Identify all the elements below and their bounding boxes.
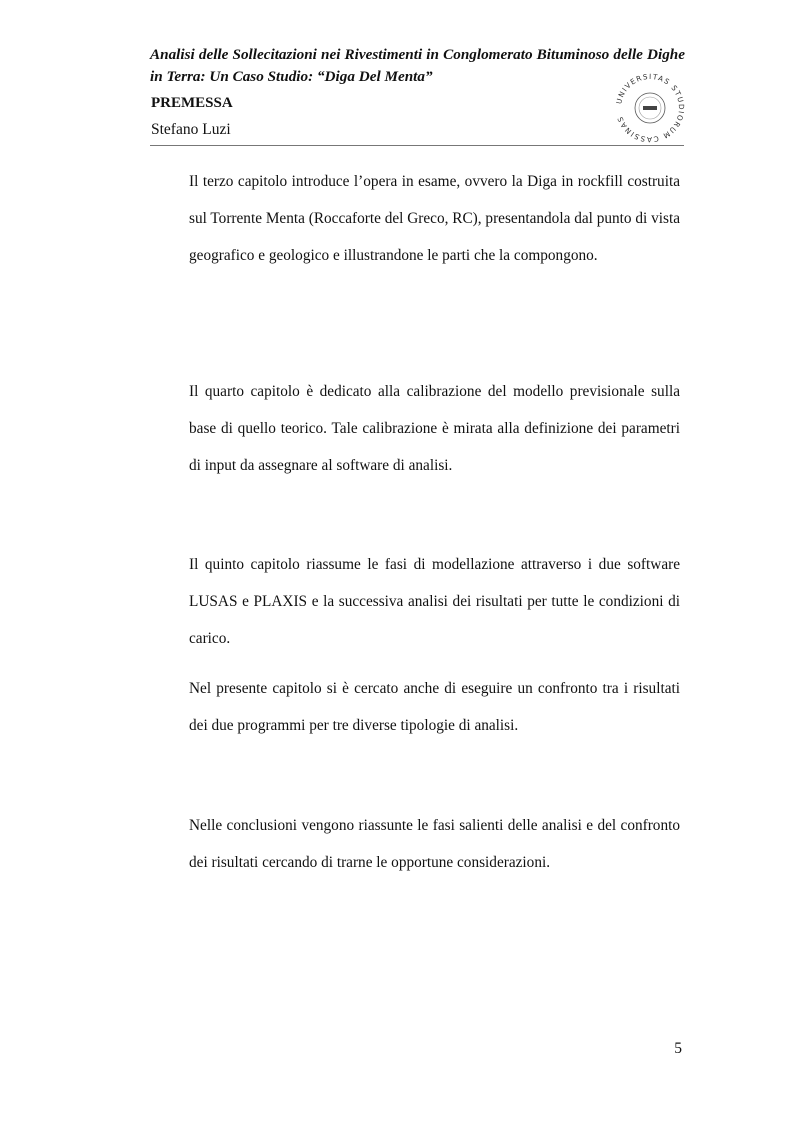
header-divider: [150, 145, 684, 146]
page-number: 5: [674, 1040, 682, 1057]
paragraph: Nelle conclusioni vengono riassunte le fasi salienti delle analisi e del confronto dei risultati cercando di trarne le opportune considerazioni.: [189, 817, 680, 872]
seal-text: UNIVERSITAS STUDIORUM CASSINAS: [614, 71, 687, 145]
header-title: Analisi delle Sollecitazioni nei Rivestimenti in Conglomerato Bituminoso delle Dighe in Terra: Un Caso Studio: “Diga Del Menta”: [150, 46, 685, 85]
university-seal-icon: [612, 70, 688, 146]
paragraph: Nel presente capitolo si è cercato anche di eseguire un confronto tra i risultati dei due programmi per tre diverse tipologie di analisi.: [189, 680, 680, 735]
paragraph: Il terzo capitolo introduce l’opera in esame, ovvero la Diga in rockfill costruita sul Torrente Menta (Roccaforte del Greco, RC), presentandola dal punto di vista geografico e geologico e illustrandone le parti che la compongono.: [189, 173, 680, 265]
author-name: Stefano Luzi: [151, 121, 231, 138]
paragraph: Il quarto capitolo è dedicato alla calibrazione del modello previsionale sulla base di quello teorico. Tale calibrazione è mirata alla definizione dei parametri di input da assegnare al software di analisi.: [189, 383, 680, 475]
section-label: PREMESSA: [151, 95, 233, 111]
paragraph: Il quinto capitolo riassume le fasi di modellazione attraverso i due software LUSAS e PLAXIS e la successiva analisi dei risultati per tutte le condizioni di carico.: [189, 556, 680, 648]
